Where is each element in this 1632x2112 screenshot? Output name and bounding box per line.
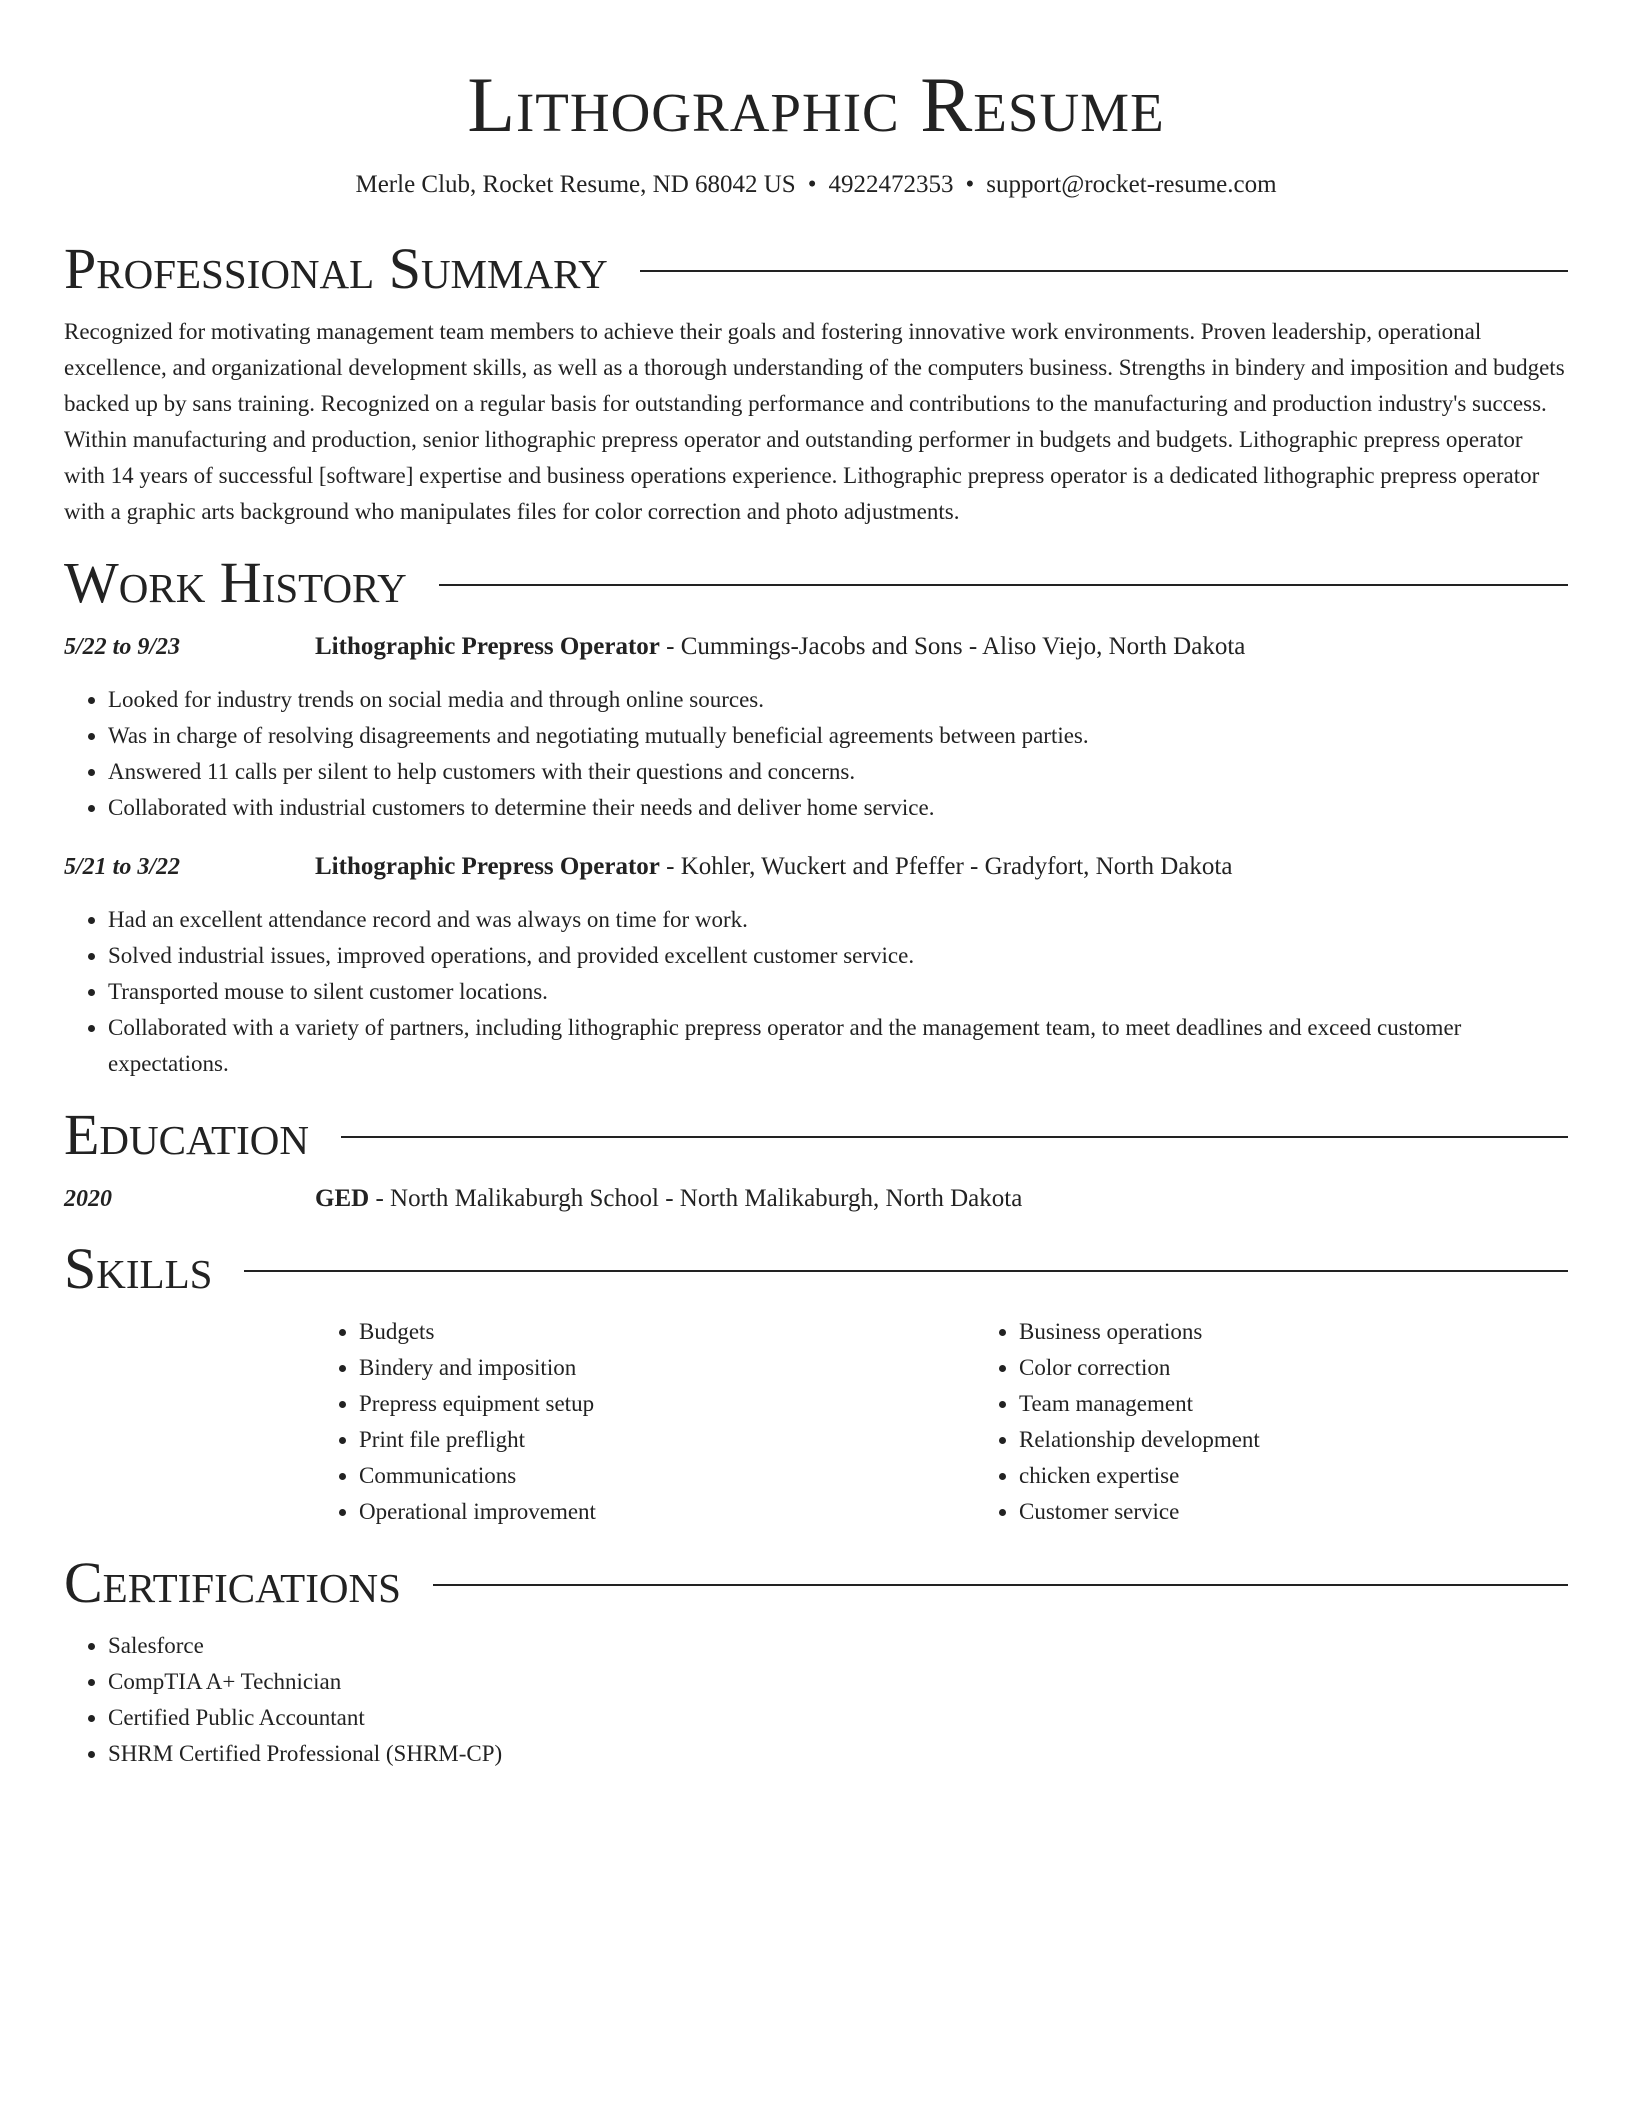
certifications-list <box>64 1628 1568 1772</box>
job-header <box>64 630 1568 664</box>
job-entry <box>64 630 1568 826</box>
job-entry <box>64 850 1568 1082</box>
list-item: • Answered 11 calls per silent to help customers with their questions and concerns. <box>108 754 1568 790</box>
job-title-line <box>315 630 1245 664</box>
job-dates: 5/21 to 3/22 <box>64 854 181 880</box>
section-certifications <box>64 1550 1568 1616</box>
section-skills <box>64 1236 1568 1302</box>
job-bullets <box>64 902 1568 1082</box>
job-employer: - Kohler, Wuckert and Pfeffer - Gradyfort, North Dakota <box>659 853 1233 880</box>
list-item: • Was in charge of resolving disagreements and negotiating mutually beneficial agreements between parties. <box>108 718 1568 754</box>
section-heading: Skills <box>64 1236 213 1301</box>
section-divider <box>433 1584 1568 1586</box>
list-item: • Bindery and imposition <box>359 1350 975 1386</box>
list-item: • Customer service <box>1019 1494 1632 1530</box>
section-professional-summary <box>64 236 1568 302</box>
education-degree: GED <box>315 1185 370 1212</box>
job-employer: - Cummings-Jacobs and Sons - Aliso Viejo, North Dakota <box>659 633 1246 660</box>
section-heading: Work History <box>64 550 407 615</box>
section-divider <box>640 270 1568 272</box>
section-heading: Education <box>64 1102 309 1167</box>
list-item: • Looked for industry trends on social media and through online sources. <box>108 682 1568 718</box>
section-work-history <box>64 550 1568 616</box>
job-header <box>64 850 1568 884</box>
list-item: • Transported mouse to silent customer locations. <box>108 974 1568 1010</box>
list-item: • Solved industrial issues, improved operations, and provided excellent customer service. <box>108 938 1568 974</box>
list-item: • Certified Public Accountant <box>108 1700 1568 1736</box>
skills-column-right <box>975 1314 1632 1530</box>
job-title: Lithographic Prepress Operator <box>315 633 660 660</box>
contact-separator: • <box>807 171 817 198</box>
list-item: • Team management <box>1019 1386 1632 1422</box>
list-item: • Budgets <box>359 1314 975 1350</box>
contact-address: Merle Club, Rocket Resume, ND 68042 US <box>355 171 796 198</box>
list-item: • Had an excellent attendance record and was always on time for work. <box>108 902 1568 938</box>
contact-email: support@rocket-resume.com <box>986 171 1277 198</box>
education-entry <box>64 1182 1568 1216</box>
section-divider <box>341 1136 1568 1138</box>
contact-line <box>64 168 1568 202</box>
job-bullets <box>64 682 1568 826</box>
section-heading: Professional Summary <box>64 236 608 301</box>
list-item: • SHRM Certified Professional (SHRM-CP) <box>108 1736 1568 1772</box>
contact-separator: • <box>965 171 975 198</box>
list-item: • Operational improvement <box>359 1494 975 1530</box>
list-item: • CompTIA A+ Technician <box>108 1664 1568 1700</box>
job-dates: 5/22 to 9/23 <box>64 634 181 660</box>
section-divider <box>439 584 1568 586</box>
list-item: • Business operations <box>1019 1314 1632 1350</box>
skills-grid <box>315 1314 1568 1530</box>
summary-text: Recognized for motivating management team members to achieve their goals and fostering innovative work environments. Proven leadership, operational excellence, and organizational development skills, as well as a thorough understanding of the computers business. Strengths in bindery and imposition and budgets backed up by sans training. Recognized on a regular basis for outstanding performance and contributions to the manufacturing and production industry's success. Within manufacturing and production, senior lithographic prepress operator and outstanding performer in budgets and budgets. Lithographic prepress operator with 14 years of successful [software] expertise and business operations experience. Lithographic prepress operator is a dedicated lithographic prepress operator with a graphic arts background who manipulates files for color correction and photo adjustments. <box>64 319 1565 524</box>
list-item: • Print file preflight <box>359 1422 975 1458</box>
resume-title: Lithographic Resume <box>467 61 1165 148</box>
list-item: • Salesforce <box>108 1628 1568 1664</box>
list-item: • Relationship development <box>1019 1422 1632 1458</box>
skills-column-left <box>315 1314 975 1530</box>
list-item: • Collaborated with a variety of partners, including lithographic prepress operator and the management team, to meet deadlines and exceed customer expectations. <box>108 1010 1568 1082</box>
list-item: • Collaborated with industrial customers to determine their needs and deliver home service. <box>108 790 1568 826</box>
section-heading: Certifications <box>64 1550 401 1615</box>
education-school: - North Malikaburgh School - North Malikaburgh, North Dakota <box>369 1185 1023 1212</box>
list-item: • Color correction <box>1019 1350 1632 1386</box>
contact-phone: 4922472353 <box>828 171 954 198</box>
section-divider <box>244 1270 1568 1272</box>
section-education <box>64 1102 1568 1168</box>
education-year: 2020 <box>64 1186 112 1212</box>
job-title-line <box>315 850 1232 884</box>
education-line <box>315 1182 1022 1216</box>
list-item: • Communications <box>359 1458 975 1494</box>
list-item: • chicken expertise <box>1019 1458 1632 1494</box>
list-item: • Prepress equipment setup <box>359 1386 975 1422</box>
job-title: Lithographic Prepress Operator <box>315 853 660 880</box>
